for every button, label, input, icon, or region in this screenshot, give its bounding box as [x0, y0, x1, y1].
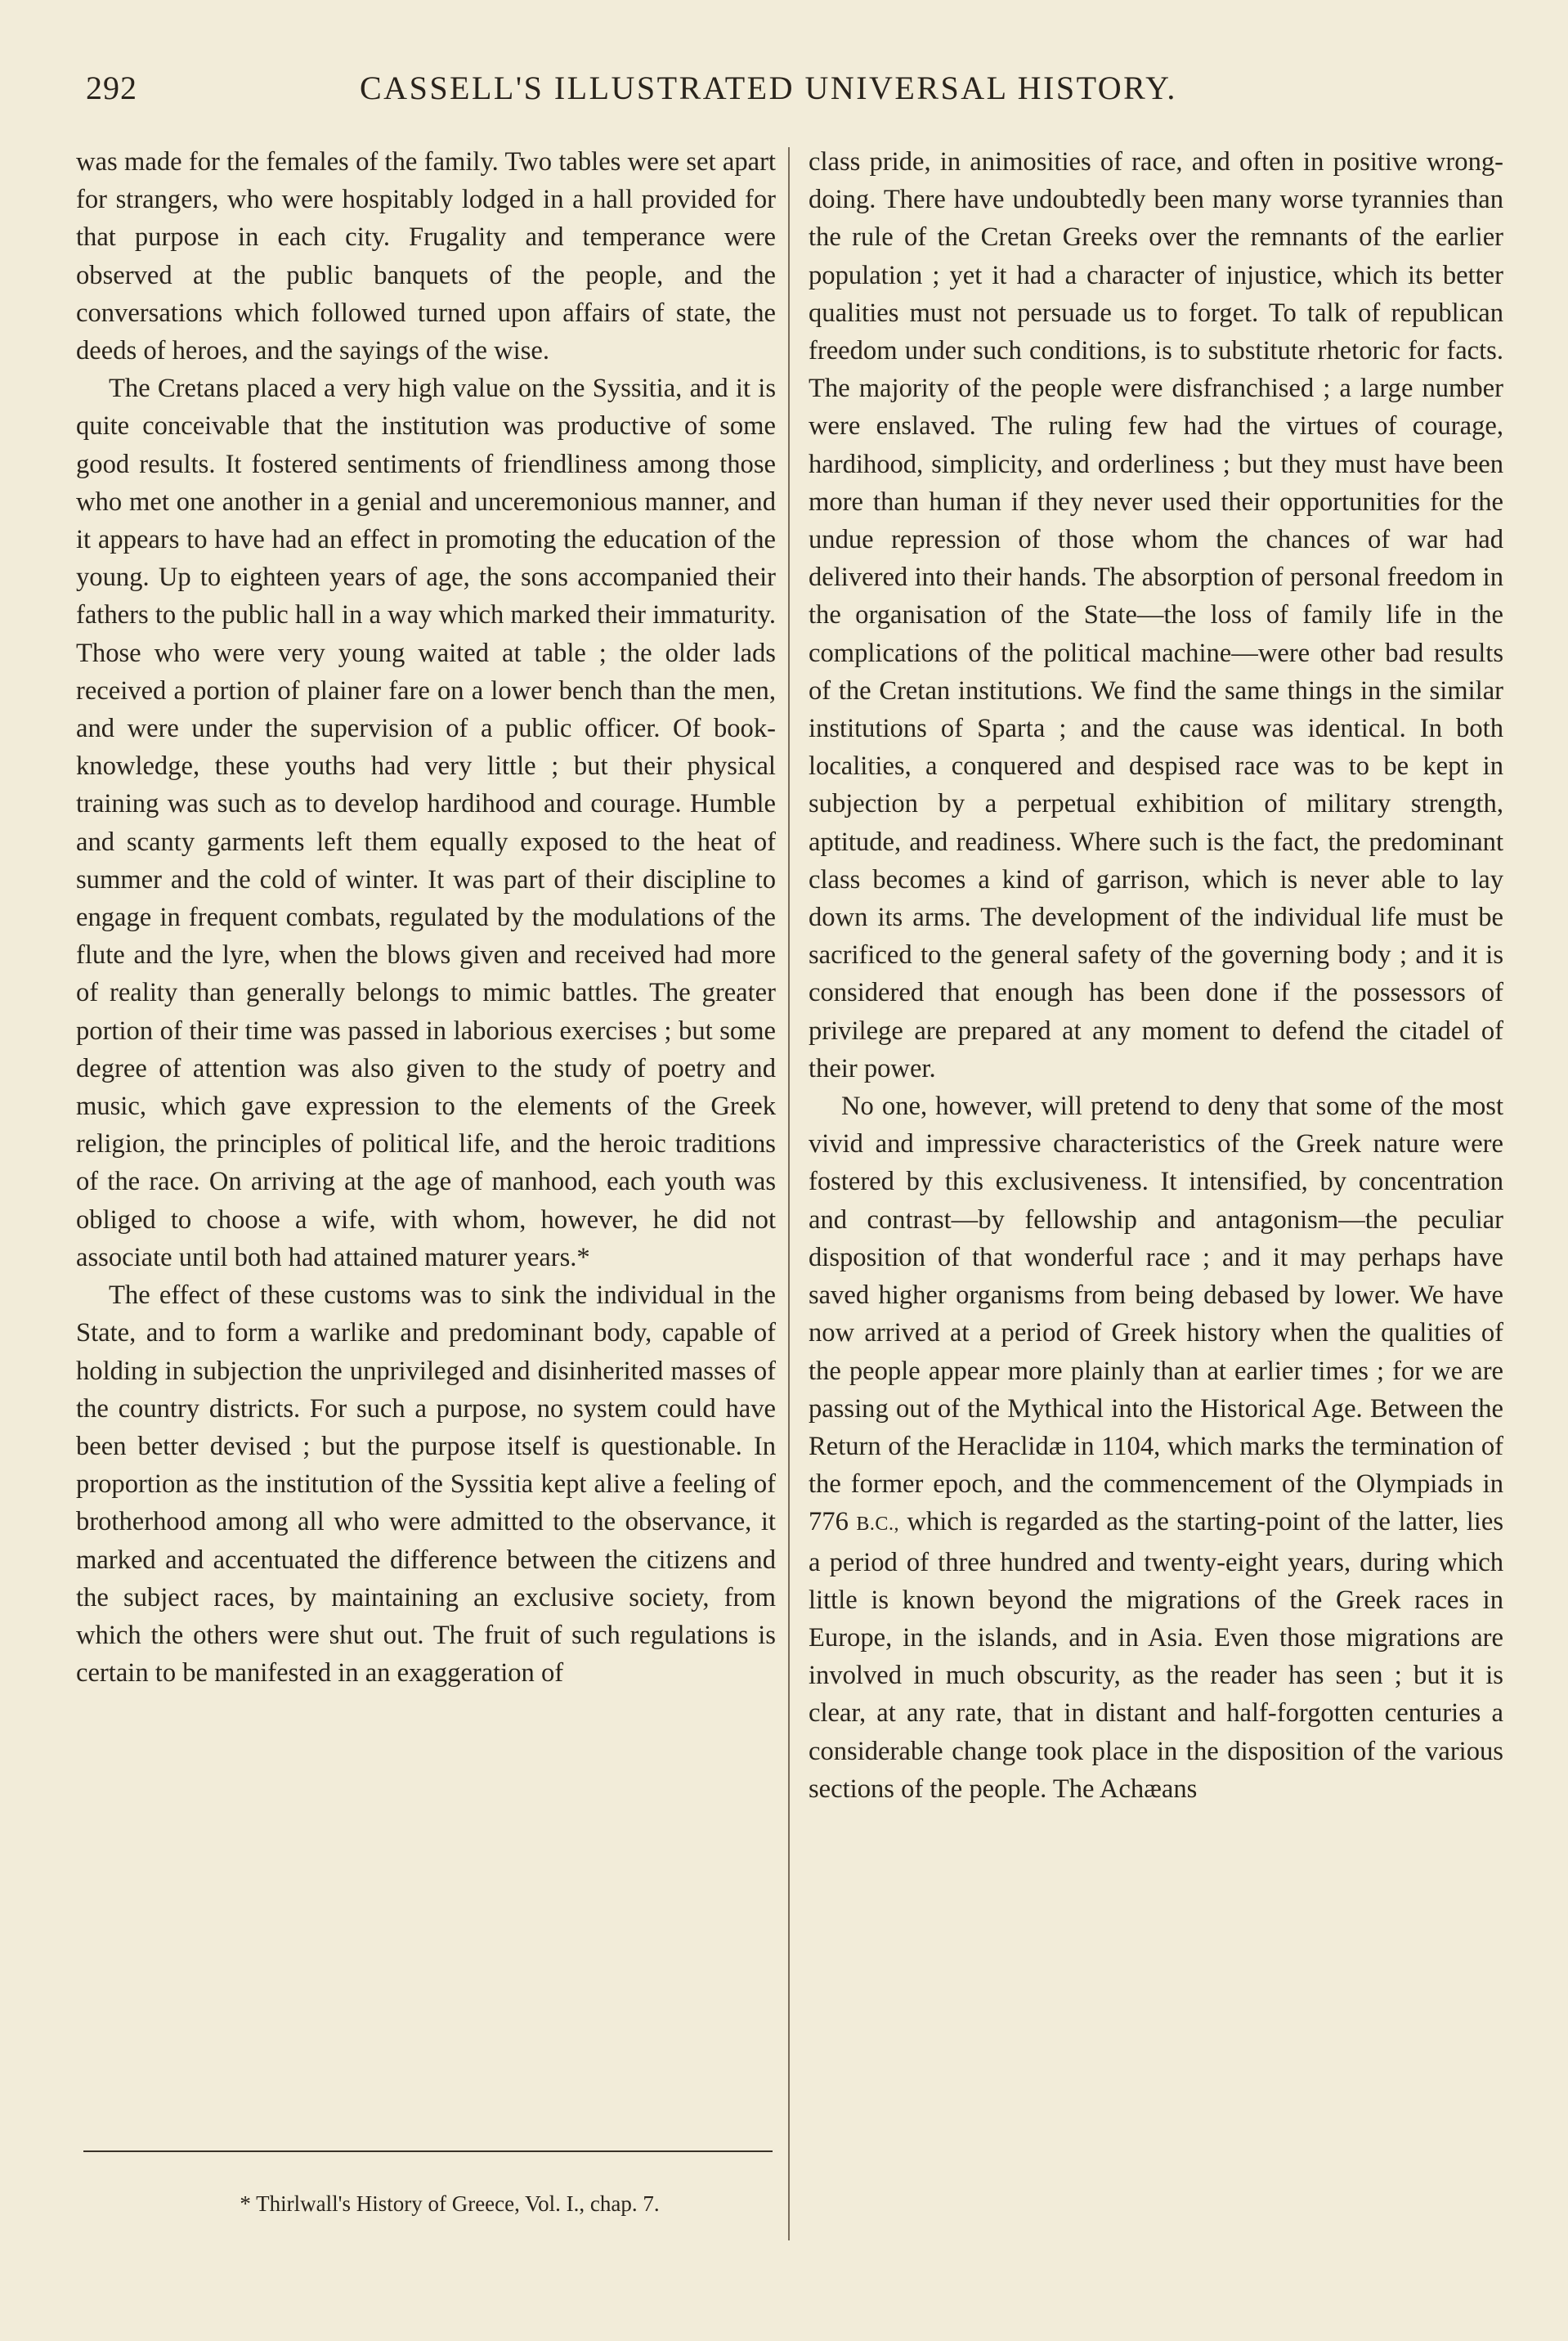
era-abbreviation: B.C.,: [856, 1514, 899, 1536]
left-paragraph-3: The effect of these customs was to sink the individual in the State, and to form a warlike and predominant body, capable of holding in subjection the unprivileged and disinherited masses of the country districts. For such a purpose, no system could have been better devised ; but the purpose itself is questionable. In proportion as the institution of the Syssitia kept alive a feeling of brotherhood among all who were admitted to the observance, it marked and accentuated the difference between the citizens and the subject races, by maintaining an exclusive society, from which the others were shut out. The fruit of such regulations is certain to be manifested in an exaggeration of: [76, 1280, 776, 1688]
right-paragraph-1: class pride, in animosities of race, and often in positive wrong-doing. There have undoubtedly been many worse tyrannies than the rule of the Cretan Greeks over the remnants of the earlier population ; yet it had a character of injustice, which its better qualities must not persuade us to forget. To talk of republican freedom under such conditions, is to substitute rhetoric for facts. The majority of the people were disfranchised ; a large number were enslaved. The ruling few had the virtues of courage, hardihood, simplicity, and orderliness ; but they must have been more than human if they never used their opportunities for the undue repression of those whom the chances of war had delivered into their hands. The absorption of personal freedom in the organisation of the State—the loss of family life in the complications of the political machine—were other bad results of the Cretan institutions. We find the same things in the similar institutions of Sparta ; and the cause was identical. In both localities, a conquered and despised race was to be kept in subjection by a perpetual exhibition of military strength, aptitude, and readiness. Where such is the fact, the predominant class becomes a kind of garrison, which is never able to lay down its arms. The development of the individual life must be sacrificed to the general safety of the governing body ; and it is considered that enough has been done if the possessors of privilege are prepared at any moment to defend the citadel of their power.: [809, 147, 1503, 1083]
left-paragraph-1: was made for the females of the family. Two tables were set apart for strangers, who were hospitably lodged in a hall provided for that purpose in each city. Frugality and temperance were observed at the public banquets of the people, and the conversations which followed turned upon affairs of state, the deeds of heroes, and the sayings of the wise.: [76, 147, 776, 366]
footnote-rule: [83, 2150, 773, 2152]
running-title: CASSELL'S ILLUSTRATED UNIVERSAL HISTORY.: [360, 70, 1177, 106]
page-number: 292: [86, 70, 137, 106]
right-paragraph-2: [809, 1088, 1503, 1808]
left-paragraph-2: The Cretans placed a very high value on the Syssitia, and it is quite conceivable that the institution was productive of some good results. It fostered sentiments of friendliness among those who met one another in a genial and unceremonious manner, and it appears to have had an effect in promoting the education of the young. Up to eighteen years of age, the sons accompanied their fathers to the public hall in a way which marked their immaturity. Those who were very young waited at table ; the older lads received a portion of plainer fare on a lower bench than the men, and were under the supervision of a public officer. Of book-knowledge, these youths had very little ; but their physical training was such as to develop hardihood and courage. Humble and scanty garments left them equally exposed to the heat of summer and the cold of winter. It was part of their discipline to engage in frequent combats, regulated by the modulations of the flute and the lyre, when the blows given and received had more of reality than generally belongs to mimic battles. The greater portion of their time was passed in laborious exercises ; but some degree of attention was also given to the study of poetry and music, which gave expression to the elements of the Greek religion, the principles of political life, and the heroic traditions of the race. On arriving at the age of manhood, each youth was obliged to choose a wife, with whom, however, he did not associate until both had attained maturer years.*: [76, 374, 776, 1272]
page-header: [86, 69, 1500, 118]
right-column: [809, 143, 1503, 1808]
footnote: * Thirlwall's History of Greece, Vol. I., chap. 7.: [240, 2191, 660, 2216]
left-column: [76, 143, 776, 1692]
right-paragraph-2-text-a: No one, however, will pretend to deny that some of the most vivid and impressive characteristics of the Greek nature were fostered by this exclusiveness. It intensified, by concentration and contrast—by fellowship and antagonism—the peculiar disposition of that wonderful race ; and it may perhaps have saved higher organisms from being debased by lower. We have now arrived at a period of Greek history when the qualities of the people appear more plainly than at earlier times ; for we are passing out of the Mythical into the Historical Age. Between the Return of the Heraclidæ in 1104, which marks the termination of the former epoch, and the commencement of the Olympiads in 776: [809, 1092, 1503, 1537]
column-gutter-rule: [788, 147, 790, 2240]
right-paragraph-2-text-b: which is regarded as the starting-point of the latter, lies a period of three hundred and twenty-eight years, during which little is known beyond the migrations of the Greek races in Europe, in the islands, and in Asia. Even those migrations are involved in much obscurity, as the reader has seen ; but it is clear, at any rate, that in distant and half-forgotten centuries a considerable change took place in the disposition of the various sections of the people. The Achæans: [809, 1507, 1503, 1804]
